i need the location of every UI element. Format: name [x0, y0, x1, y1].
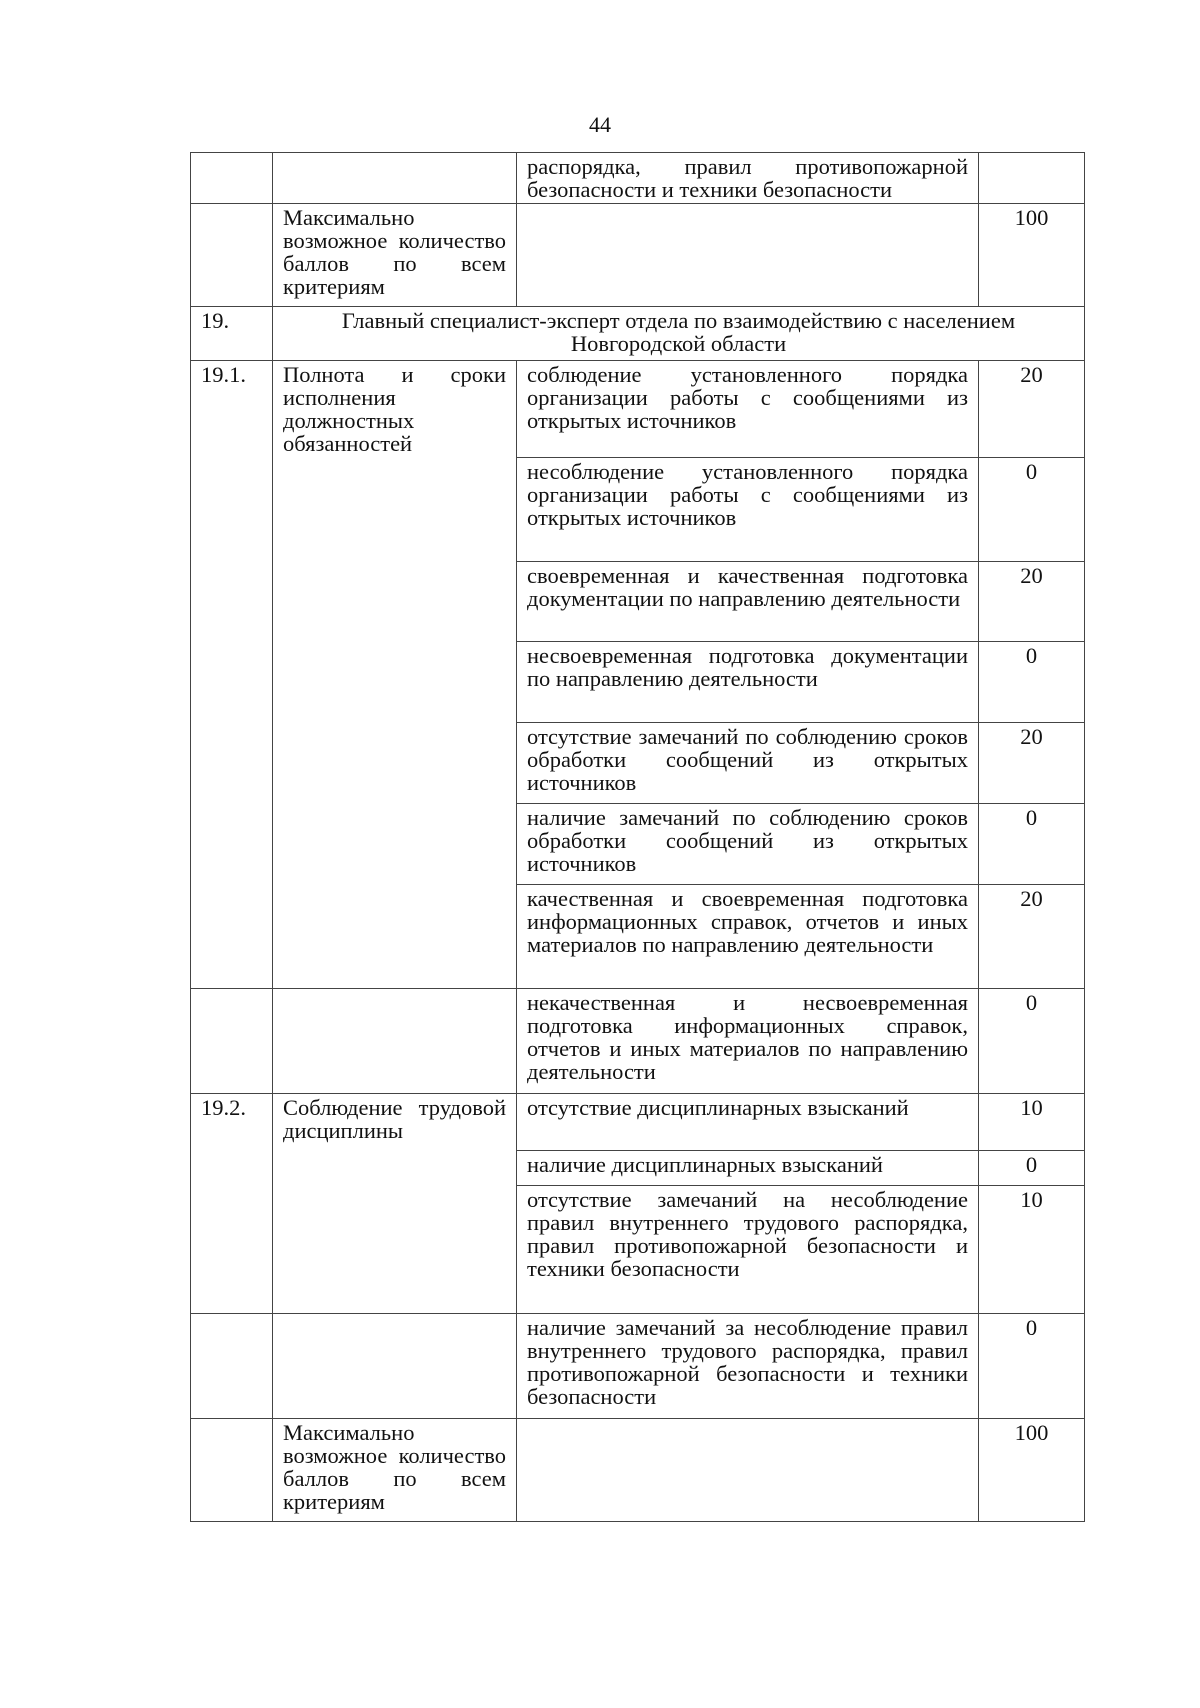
- indicator-text: распорядка, правил противопожарной безопасности и техники безопасности: [517, 153, 979, 204]
- indicator-points: 0: [979, 1150, 1085, 1185]
- max-score-value: 100: [979, 204, 1085, 307]
- table-row: [191, 361, 1085, 458]
- section-number: 19.: [191, 307, 273, 361]
- indicator-points: 20: [979, 361, 1085, 458]
- table-row: [191, 153, 1085, 204]
- table-row: [191, 803, 1085, 884]
- indicator-text: отсутствие дисциплинарных взысканий: [517, 1093, 979, 1150]
- indicator-text: некачественная и несвоевременная подготовка информационных справок, отчетов и иных материалов по направлению деятельности: [517, 988, 979, 1093]
- indicator-text: несвоевременная подготовка документации по направлению деятельности: [517, 641, 979, 722]
- indicator-text: своевременная и качественная подготовка документации по направлению деятельности: [517, 561, 979, 641]
- table-row: [191, 884, 1085, 988]
- section-header-row: [191, 307, 1085, 361]
- table-row: [191, 641, 1085, 722]
- max-score-label: Максимально возможное количество баллов по всем критериям: [273, 204, 517, 307]
- table-row: [191, 457, 1085, 561]
- indicator-text: несоблюдение установленного порядка организации работы с сообщениями из открытых источников: [517, 457, 979, 561]
- table-row: [191, 561, 1085, 641]
- indicator-points: 0: [979, 641, 1085, 722]
- indicator-text: качественная и своевременная подготовка информационных справок, отчетов и иных материалов по направлению деятельности: [517, 884, 979, 988]
- page-number: 44: [589, 112, 611, 137]
- indicator-points: 20: [979, 722, 1085, 803]
- indicator-points: 20: [979, 561, 1085, 641]
- indicator-text: наличие замечаний по соблюдению сроков обработки сообщений из открытых источников: [517, 803, 979, 884]
- table-row: [191, 722, 1085, 803]
- indicator-points: 10: [979, 1093, 1085, 1150]
- indicator-points: 0: [979, 803, 1085, 884]
- table-row: [191, 988, 1085, 1093]
- criteria-table: [190, 152, 1085, 1522]
- table-row: [191, 1418, 1085, 1521]
- criterion-name: Полнота и сроки исполнения должностных обязанностей: [273, 361, 517, 458]
- table-row: [191, 1313, 1085, 1418]
- max-score-value: 100: [979, 1418, 1085, 1521]
- indicator-text: наличие дисциплинарных взысканий: [517, 1150, 979, 1185]
- max-score-label: Максимально возможное количество баллов по всем критериям: [273, 1418, 517, 1521]
- indicator-points: 20: [979, 884, 1085, 988]
- indicator-points: 0: [979, 1313, 1085, 1418]
- criterion-name: Соблюдение трудовой дисциплины: [273, 1093, 517, 1150]
- indicator-points: 0: [979, 457, 1085, 561]
- indicator-text: наличие замечаний за несоблюдение правил внутреннего трудового распорядка, правил противопожарной безопасности и техники безопасности: [517, 1313, 979, 1418]
- table-row: [191, 1185, 1085, 1313]
- indicator-text: соблюдение установленного порядка организации работы с сообщениями из открытых источников: [517, 361, 979, 458]
- table-row: [191, 1150, 1085, 1185]
- indicator-text: отсутствие замечаний по соблюдению сроков обработки сообщений из открытых источников: [517, 722, 979, 803]
- section-title: Главный специалист-эксперт отдела по взаимодействию с населением Новгородской области: [273, 307, 1085, 361]
- indicator-text: отсутствие замечаний на несоблюдение правил внутреннего трудового распорядка, правил противопожарной безопасности и техники безопасности: [517, 1185, 979, 1313]
- indicator-points: 10: [979, 1185, 1085, 1313]
- criterion-number: 19.1.: [191, 361, 273, 458]
- indicator-points: 0: [979, 988, 1085, 1093]
- criterion-number: 19.2.: [191, 1093, 273, 1150]
- table-row: [191, 1093, 1085, 1150]
- table-row: [191, 204, 1085, 307]
